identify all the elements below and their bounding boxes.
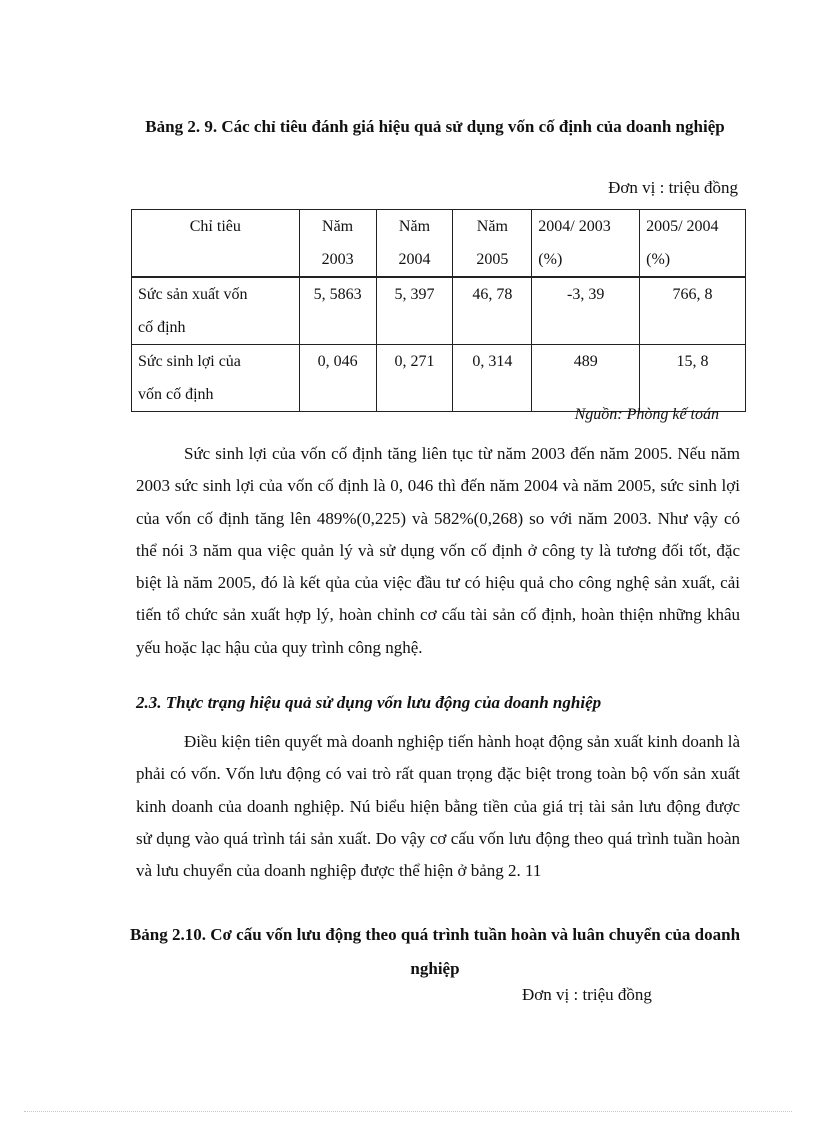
cell-ratio2: 15, 8 [640,345,746,412]
cell-ratio2: 766, 8 [640,277,746,345]
table-header-row [132,210,746,278]
cell-ratio1: -3, 39 [532,277,640,345]
cell-2004: 5, 397 [376,277,453,345]
table-row [132,277,746,345]
header-indicator: Chỉ tiêu [132,210,300,278]
header-ratio1-a: 2004/ 2003 [538,218,611,235]
row-label-a: Sức sản xuất vốn [138,286,248,303]
row-label [132,277,300,345]
row-label-a: Sức sinh lợi của [138,353,241,370]
cell-2003: 0, 046 [299,345,376,412]
row-label-b: cố định [138,319,186,336]
header-2004-b: 2004 [398,251,431,268]
table1-title: Bảng 2. 9. Các chỉ tiêu đánh giá hiệu quả sử dụng vốn cố định của doanh nghiệp [145,117,725,136]
cell-2003: 5, 5863 [299,277,376,345]
paragraph-profitability: Sức sinh lợi của vốn cố định tăng liên tục từ năm 2003 đến năm 2005. Nếu năm 2003 sức sinh lợi của vốn cố định là 0, 046 thì đến năm 2004 và năm 2005, sức sinh lợi của vốn cố định tăng lên 489%(0,225) và 582%(0,268) so với năm 2003. Như vậy có thể nói 3 năm qua việc quản lý và sử dụng vốn cố định ở công ty là tương đối tốt, đặc biệt là năm 2005, đó là kết qủa của việc đầu tư có hiệu quả cho công nghệ sản xuất, cải tiến tổ chức sản xuất hợp lý, hoàn chỉnh cơ cấu tài sản cố định, hoàn thiện những khâu yếu hoặc lạc hậu của quy trình công nghệ. [136,444,740,657]
header-ratio2-a: 2005/ 2004 [646,218,719,235]
paragraph-working-capital: Điều kiện tiên quyết mà doanh nghiệp tiến hành hoạt động sản xuất kinh doanh là phải có vốn. Vốn lưu động có vai trò rất quan trọng đặc biệt trong toàn bộ vốn sản xuất kinh doanh của doanh nghiệp. Nú biểu hiện bằng tiền của giá trị tài sản lưu động được sử dụng vào quá trình tái sản xuất. Do vậy cơ cấu vốn lưu động theo quá trình tuần hoàn và lưu chuyển của doanh nghiệp được thể hiện ở bảng 2. 11 [136,732,740,881]
table1-source: Nguồn: Phòng kế toán [574,406,719,423]
cell-2004: 0, 271 [376,345,453,412]
header-2005-a: Năm [476,218,508,235]
header-2003-b: 2003 [321,251,354,268]
cell-2005: 46, 78 [453,277,532,345]
cell-ratio1: 489 [532,345,640,412]
table2-title: Bảng 2.10. Cơ cấu vốn lưu động theo quá trình tuần hoàn và luân chuyển của doanh nghiệp [129,925,741,978]
table1-unit: Đơn vị : triệu đồng [608,178,738,197]
cell-2005: 0, 314 [453,345,532,412]
header-ratio2-b: (%) [646,251,671,268]
header-2004-a: Năm [398,218,431,235]
header-ratio-2004-2003 [532,210,640,278]
table-row [132,345,746,412]
fixed-capital-table [131,209,746,412]
page-footer-divider [24,1111,792,1112]
header-2005 [453,210,532,278]
table2-unit: Đơn vị : triệu đồng [522,985,652,1004]
header-2004 [376,210,453,278]
row-label [132,345,300,412]
header-2005-b: 2005 [476,251,509,268]
header-2003 [299,210,376,278]
header-ratio1-b: (%) [538,251,563,268]
header-2003-a: Năm [322,218,354,235]
header-ratio-2005-2004 [640,210,746,278]
section-heading: 2.3. Thực trạng hiệu quả sử dụng vốn lưu động của doanh nghiệp [136,693,602,712]
row-label-b: vốn cố định [138,386,214,403]
